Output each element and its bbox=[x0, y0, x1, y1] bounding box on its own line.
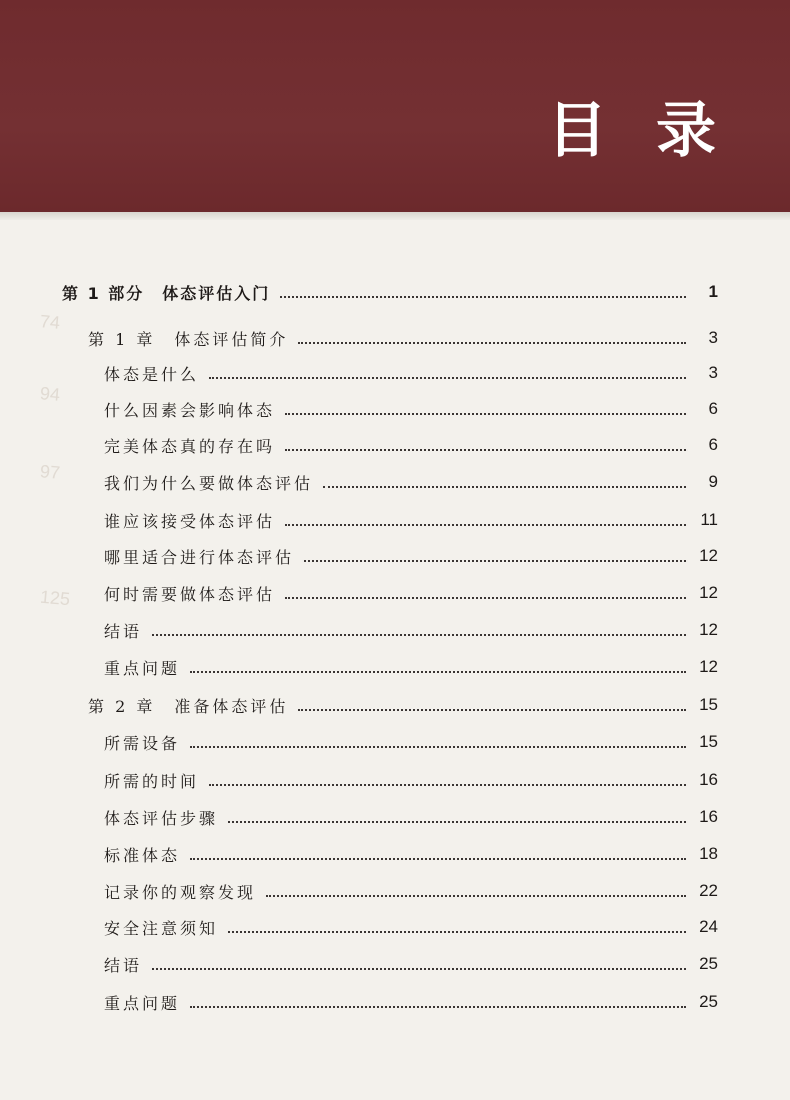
toc-section-label: 哪里适合进行体态评估 bbox=[104, 547, 295, 567]
toc-section-label: 体态是什么 bbox=[104, 364, 200, 384]
toc-section-label: 记录你的观察发现 bbox=[104, 882, 257, 902]
toc-page-number: 25 bbox=[699, 992, 718, 1011]
toc-page-number: 15 bbox=[699, 732, 718, 751]
toc-page-number: 12 bbox=[699, 620, 718, 639]
leader-dots bbox=[285, 449, 686, 451]
toc-section[interactable] bbox=[104, 652, 718, 682]
leader-dots bbox=[190, 858, 686, 860]
toc-section[interactable] bbox=[104, 430, 718, 460]
toc-chapter-1[interactable] bbox=[88, 323, 718, 353]
leader-dots bbox=[298, 342, 686, 344]
leader-dots bbox=[209, 377, 686, 379]
toc-section[interactable] bbox=[104, 727, 718, 757]
toc-page-number: 22 bbox=[699, 881, 718, 900]
toc-page-number: 12 bbox=[699, 657, 718, 676]
leader-dots bbox=[152, 968, 686, 970]
toc-section-label: 我们为什么要做体态评估 bbox=[104, 473, 314, 493]
toc-section[interactable] bbox=[104, 615, 718, 645]
toc-part-1[interactable] bbox=[62, 277, 718, 307]
leader-dots bbox=[190, 746, 686, 748]
leader-dots bbox=[280, 296, 686, 298]
toc-chapter-label: 第 1 章 体态评估简介 bbox=[88, 329, 289, 349]
toc-section[interactable] bbox=[104, 505, 718, 535]
leader-dots bbox=[152, 634, 686, 636]
toc-section[interactable] bbox=[104, 578, 718, 608]
leader-dots bbox=[209, 784, 686, 786]
toc-page-number: 16 bbox=[699, 770, 718, 789]
toc-section-label: 谁应该接受体态评估 bbox=[104, 511, 276, 531]
toc-page-number: 12 bbox=[699, 546, 718, 565]
toc-page-number: 9 bbox=[708, 472, 718, 491]
leader-dots bbox=[298, 709, 686, 711]
toc-section-label: 结语 bbox=[104, 955, 143, 975]
leader-dots bbox=[304, 560, 686, 562]
toc-section[interactable] bbox=[104, 912, 718, 942]
toc-chapter-label: 第 2 章 准备体态评估 bbox=[88, 696, 289, 716]
toc-page-number: 6 bbox=[708, 399, 718, 418]
toc-page-number: 11 bbox=[700, 510, 718, 529]
toc-section[interactable] bbox=[104, 802, 718, 832]
toc-section-label: 何时需要做体态评估 bbox=[104, 584, 276, 604]
bleed-through-mark: 97 bbox=[39, 461, 61, 483]
toc-section-label: 标准体态 bbox=[104, 845, 181, 865]
toc-page-number: 15 bbox=[699, 695, 718, 714]
leader-dots bbox=[323, 486, 686, 488]
toc-section[interactable] bbox=[104, 876, 718, 906]
leader-dots bbox=[266, 895, 686, 897]
leader-dots bbox=[190, 671, 686, 673]
toc-page-number: 18 bbox=[699, 844, 718, 863]
toc-section-label: 什么因素会影响体态 bbox=[104, 400, 276, 420]
bleed-through-mark: 74 bbox=[39, 311, 61, 333]
leader-dots bbox=[285, 524, 686, 526]
toc-section[interactable] bbox=[104, 839, 718, 869]
toc-page-number: 3 bbox=[708, 363, 718, 382]
toc-section-label: 安全注意须知 bbox=[104, 918, 219, 938]
toc-page-number: 3 bbox=[708, 328, 718, 347]
toc-section[interactable] bbox=[104, 358, 718, 388]
leader-dots bbox=[285, 413, 686, 415]
page-title: 目 录 bbox=[547, 96, 730, 166]
toc-page-number: 12 bbox=[699, 583, 718, 602]
toc-section[interactable] bbox=[104, 541, 718, 571]
toc-chapter-2[interactable] bbox=[88, 690, 718, 720]
toc-part-label: 第 1 部分 体态评估入门 bbox=[62, 283, 271, 303]
toc-section-label: 结语 bbox=[104, 621, 143, 641]
toc-section-label: 所需的时间 bbox=[104, 771, 200, 791]
toc-section[interactable] bbox=[104, 765, 718, 795]
toc-page-number: 6 bbox=[708, 435, 718, 454]
toc-section-label: 重点问题 bbox=[104, 658, 181, 678]
toc-section[interactable] bbox=[104, 467, 718, 497]
bleed-through-mark: 94 bbox=[39, 383, 61, 405]
toc-section-label: 所需设备 bbox=[104, 733, 181, 753]
toc-page-number: 25 bbox=[699, 954, 718, 973]
toc-section[interactable] bbox=[104, 394, 718, 424]
bleed-through-mark: 125 bbox=[39, 586, 71, 610]
toc-page-number: 16 bbox=[699, 807, 718, 826]
toc-section-label: 体态评估步骤 bbox=[104, 808, 219, 828]
toc-section[interactable] bbox=[104, 987, 718, 1017]
toc-page-number: 24 bbox=[699, 917, 718, 936]
leader-dots bbox=[285, 597, 686, 599]
toc-section[interactable] bbox=[104, 949, 718, 979]
toc-page-number: 1 bbox=[708, 282, 718, 301]
leader-dots bbox=[190, 1006, 686, 1008]
toc-section-label: 重点问题 bbox=[104, 993, 181, 1013]
leader-dots bbox=[228, 821, 686, 823]
toc-section-label: 完美体态真的存在吗 bbox=[104, 436, 276, 456]
leader-dots bbox=[228, 931, 686, 933]
